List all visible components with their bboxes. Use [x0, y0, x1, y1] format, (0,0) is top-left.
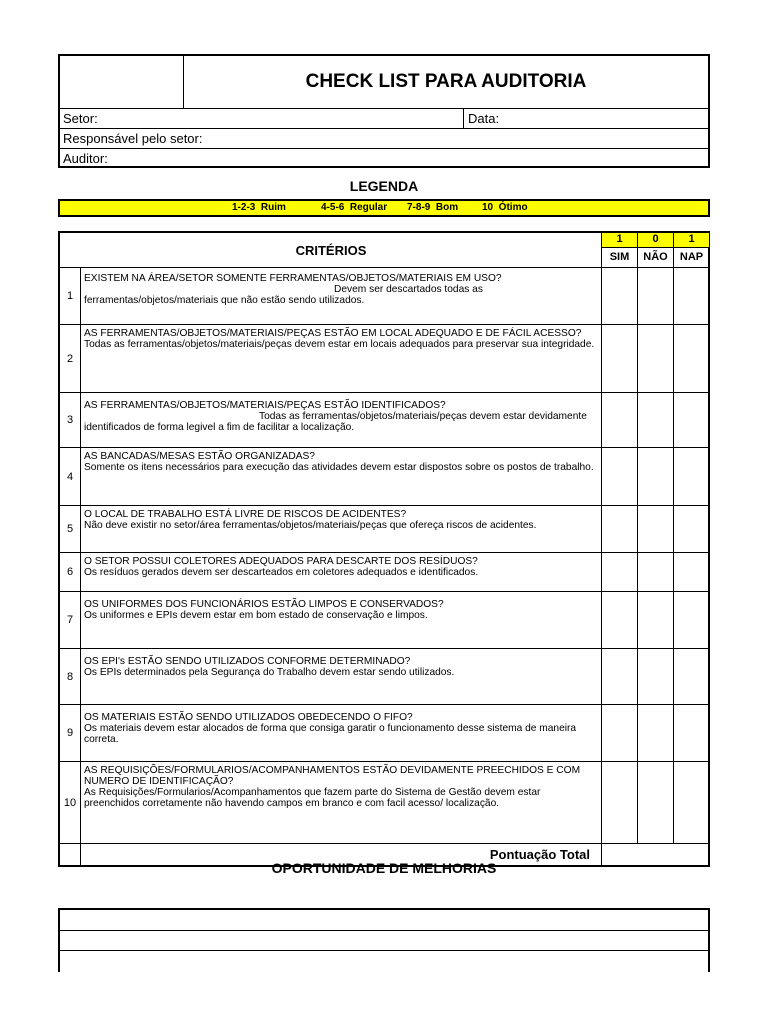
checkbox-nap[interactable] — [673, 705, 709, 761]
legend-item: 10 Ótimo — [482, 202, 528, 213]
criteria-number: 7 — [60, 592, 81, 648]
checkbox-sim[interactable] — [601, 649, 637, 704]
criteria-text — [84, 712, 596, 745]
option-nap-header: NAP — [673, 248, 709, 267]
criteria-text — [84, 273, 596, 306]
criteria-description: As Requisições/Formularios/Acompanhamentos que fazem parte do Sistema de Gestão devem estar preenchidos corretamente não havendo campos em branco e com facil acesso/ localização. — [84, 787, 541, 809]
legend-item: 4-5-6 Regular — [321, 202, 388, 213]
criteria-row — [60, 447, 708, 505]
criteria-number: 4 — [60, 448, 81, 505]
criteria-text — [84, 599, 596, 621]
criteria-question: OS MATERIAIS ESTÃO SENDO UTILIZADOS OBEDECENDO O FIFO? — [84, 712, 413, 723]
criteria-number: 5 — [60, 506, 81, 552]
checkbox-sim[interactable] — [601, 506, 637, 552]
checkbox-sim[interactable] — [601, 762, 637, 843]
checkbox-nao[interactable] — [637, 448, 673, 505]
criteria-description: Devem ser descartados todas as ferramentas/objetos/materiais que não estão sendo utilizados. — [84, 284, 483, 306]
score-nao: 0 — [637, 233, 673, 248]
checkbox-sim[interactable] — [601, 592, 637, 648]
checkbox-nao[interactable] — [637, 268, 673, 324]
criteria-row — [60, 392, 708, 447]
criteria-header: CRITÉRIOS — [295, 242, 367, 258]
criteria-text — [84, 765, 596, 809]
criteria-row — [60, 505, 708, 552]
criteria-number: 2 — [60, 325, 81, 392]
option-sim-header: SIM — [601, 248, 637, 267]
score-sim: 1 — [601, 233, 637, 248]
checkbox-nap[interactable] — [673, 448, 709, 505]
criteria-description: Não deve existir no setor/área ferramentas/objetos/materiais/peças que ofereça riscos de acidentes. — [84, 520, 537, 531]
setor-label: Setor: — [63, 111, 98, 126]
checkbox-nao[interactable] — [637, 393, 673, 447]
criteria-question: AS BANCADAS/MESAS ESTÃO ORGANIZADAS? — [84, 451, 315, 462]
criteria-question: O SETOR POSSUI COLETORES ADEQUADOS PARA DESCARTE DOS RESÍDUOS? — [84, 556, 478, 567]
criteria-description: Os uniformes e EPIs devem estar em bom estado de conservação e limpos. — [84, 610, 428, 621]
criteria-number: 6 — [60, 553, 81, 591]
criteria-table — [58, 231, 710, 867]
option-nao-header: NÃO — [637, 248, 673, 267]
criteria-question: AS FERRAMENTAS/OBJETOS/MATERIAIS/PEÇAS ESTÃO IDENTIFICADOS? — [84, 400, 446, 411]
criteria-description: Os materiais devem estar alocados de forma que consiga garatir o funcionamento desse sistema de maneira correta. — [84, 723, 577, 745]
criteria-number: 8 — [60, 649, 81, 704]
checkbox-nao[interactable] — [637, 762, 673, 843]
page-title: CHECK LIST PARA AUDITORIA — [305, 71, 587, 92]
score-nap: 1 — [673, 233, 709, 248]
criteria-question: EXISTEM NA ÁREA/SETOR SOMENTE FERRAMENTAS/OBJETOS/MATERIAIS EM USO? — [84, 273, 502, 284]
criteria-description: Os EPIs determinados pela Segurança do Trabalho devem estar sendo utilizados. — [84, 667, 455, 678]
criteria-description: Somente os itens necessários para execução das atividades devem estar dispostos sobre os postos de trabalho. — [84, 462, 594, 473]
criteria-row — [60, 591, 708, 648]
criteria-row — [60, 761, 708, 843]
criteria-text — [84, 328, 596, 350]
responsavel-row[interactable] — [60, 128, 708, 148]
criteria-row — [60, 267, 708, 324]
opportunity-line — [60, 950, 708, 951]
auditor-row[interactable] — [60, 148, 708, 168]
checkbox-nap[interactable] — [673, 592, 709, 648]
legend-bar — [58, 199, 710, 217]
checkbox-sim[interactable] — [601, 705, 637, 761]
checkbox-sim[interactable] — [601, 268, 637, 324]
criteria-row — [60, 552, 708, 591]
checkbox-nao[interactable] — [637, 506, 673, 552]
header-box — [58, 54, 710, 168]
checkbox-nap[interactable] — [673, 393, 709, 447]
legend-item: 1-2-3 Ruim — [232, 202, 286, 213]
criteria-text — [84, 556, 596, 578]
checkbox-sim[interactable] — [601, 553, 637, 591]
data-field[interactable] — [463, 109, 499, 128]
checkbox-nao[interactable] — [637, 592, 673, 648]
criteria-question: O LOCAL DE TRABALHO ESTÁ LIVRE DE RISCOS DE ACIDENTES? — [84, 509, 407, 520]
checkbox-nao[interactable] — [637, 649, 673, 704]
criteria-text — [84, 509, 596, 531]
data-label: Data: — [468, 111, 500, 126]
criteria-number: 10 — [60, 762, 81, 843]
criteria-question: AS FERRAMENTAS/OBJETOS/MATERIAIS/PEÇAS ESTÃO EM LOCAL ADEQUADO E DE FÁCIL ACESSO? — [84, 328, 582, 339]
criteria-description: Os resíduos gerados devem ser descarteados em coletores adequados e identificados. — [84, 567, 479, 578]
checkbox-nap[interactable] — [673, 506, 709, 552]
checkbox-sim[interactable] — [601, 325, 637, 392]
checkbox-nap[interactable] — [673, 649, 709, 704]
checkbox-nap[interactable] — [673, 553, 709, 591]
criteria-number: 3 — [60, 393, 81, 447]
responsavel-label: Responsável pelo setor: — [63, 131, 203, 146]
total-label: Pontuação Total — [489, 847, 590, 862]
checkbox-nap[interactable] — [673, 762, 709, 843]
criteria-text — [84, 656, 596, 678]
criteria-number: 9 — [60, 705, 81, 761]
criteria-number: 1 — [60, 268, 81, 324]
opportunities-box[interactable] — [58, 908, 710, 972]
legend-item: 7-8-9 Bom — [407, 202, 459, 213]
criteria-row — [60, 648, 708, 704]
criteria-text — [84, 400, 596, 433]
checkbox-nap[interactable] — [673, 325, 709, 392]
setor-row[interactable] — [60, 108, 708, 128]
logo-placeholder — [60, 56, 184, 108]
criteria-row — [60, 324, 708, 392]
checkbox-nao[interactable] — [637, 553, 673, 591]
legend-title: LEGENDA — [349, 178, 419, 194]
auditor-label: Auditor: — [63, 151, 108, 166]
checkbox-sim[interactable] — [601, 448, 637, 505]
criteria-description: Todas as ferramentas/objetos/materiais/peças devem estar devidamente identificados de forma legivel a fim de facilitar a localização. — [84, 411, 587, 433]
criteria-question: AS REQUISIÇÕES/FORMULARIOS/ACOMPANHAMENTOS ESTÃO DEVIDAMENTE PREECHIDOS E COM NUMERO DE IDENTIFICAÇÃO? — [84, 765, 581, 787]
opportunity-line — [60, 930, 708, 931]
criteria-question: OS UNIFORMES DOS FUNCIONÁRIOS ESTÃO LIMPOS E CONSERVADOS? — [84, 599, 444, 610]
opportunities-title: OPORTUNIDADE DE MELHORIAS — [271, 860, 497, 876]
criteria-text — [84, 451, 596, 473]
checkbox-nao[interactable] — [637, 705, 673, 761]
checkbox-nao[interactable] — [637, 325, 673, 392]
criteria-description: Todas as ferramentas/objetos/materiais/peças devem estar em locais adequados para preservar sua integridade. — [84, 339, 595, 350]
criteria-question: OS EPI's ESTÃO SENDO UTILIZADOS CONFORME DETERMINADO? — [84, 656, 411, 667]
criteria-row — [60, 704, 708, 761]
checkbox-sim[interactable] — [601, 393, 637, 447]
checkbox-nap[interactable] — [673, 268, 709, 324]
